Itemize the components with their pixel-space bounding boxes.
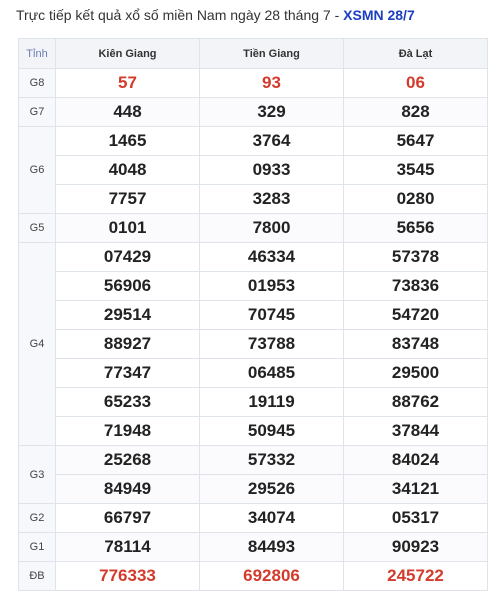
result-number: 88762 xyxy=(344,388,488,417)
result-number: 88927 xyxy=(56,330,200,359)
result-number: 57 xyxy=(56,69,200,98)
result-number: 7757 xyxy=(56,185,200,214)
header-province-da-lat[interactable]: Đà Lạt xyxy=(344,39,488,69)
table-row xyxy=(19,359,488,388)
page-title-text: Trực tiếp kết quả xổ số miền Nam ngày 28 tháng 7 - xyxy=(16,7,340,23)
result-number: 25268 xyxy=(56,446,200,475)
result-number: 828 xyxy=(344,98,488,127)
result-number: 77347 xyxy=(56,359,200,388)
result-number: 3545 xyxy=(344,156,488,185)
result-number: 34121 xyxy=(344,475,488,504)
result-number: 5656 xyxy=(344,214,488,243)
result-number: 01953 xyxy=(200,272,344,301)
result-number: 448 xyxy=(56,98,200,127)
table-row xyxy=(19,475,488,504)
result-number: 3283 xyxy=(200,185,344,214)
result-number: 07429 xyxy=(56,243,200,272)
result-number: 57332 xyxy=(200,446,344,475)
result-number: 93 xyxy=(200,69,344,98)
result-number: 0933 xyxy=(200,156,344,185)
prize-label: G5 xyxy=(19,214,56,243)
page-title xyxy=(16,7,415,23)
prize-label: G6 xyxy=(19,127,56,214)
lottery-results-table xyxy=(18,38,488,591)
result-number: 29526 xyxy=(200,475,344,504)
result-number: 776333 xyxy=(56,562,200,591)
table-row xyxy=(19,504,488,533)
result-number: 1465 xyxy=(56,127,200,156)
result-number: 0101 xyxy=(56,214,200,243)
result-number: 19119 xyxy=(200,388,344,417)
result-number: 84493 xyxy=(200,533,344,562)
table-row xyxy=(19,330,488,359)
result-number: 245722 xyxy=(344,562,488,591)
result-number: 0280 xyxy=(344,185,488,214)
result-number: 06485 xyxy=(200,359,344,388)
table-row xyxy=(19,272,488,301)
result-number: 65233 xyxy=(56,388,200,417)
result-number: 90923 xyxy=(344,533,488,562)
table-row xyxy=(19,243,488,272)
result-number: 73836 xyxy=(344,272,488,301)
result-number: 54720 xyxy=(344,301,488,330)
table-row xyxy=(19,301,488,330)
result-number: 5647 xyxy=(344,127,488,156)
prize-label: G7 xyxy=(19,98,56,127)
table-row xyxy=(19,69,488,98)
result-number: 692806 xyxy=(200,562,344,591)
prize-label: G4 xyxy=(19,243,56,446)
prize-label: G3 xyxy=(19,446,56,504)
result-number: 50945 xyxy=(200,417,344,446)
result-number: 34074 xyxy=(200,504,344,533)
result-number: 05317 xyxy=(344,504,488,533)
result-number: 06 xyxy=(344,69,488,98)
result-number: 84949 xyxy=(56,475,200,504)
result-number: 57378 xyxy=(344,243,488,272)
result-number: 37844 xyxy=(344,417,488,446)
xsmn-date-link[interactable]: XSMN 28/7 xyxy=(343,7,415,23)
result-number: 70745 xyxy=(200,301,344,330)
result-number: 71948 xyxy=(56,417,200,446)
table-row xyxy=(19,127,488,156)
result-number: 83748 xyxy=(344,330,488,359)
table-row xyxy=(19,388,488,417)
result-number: 29500 xyxy=(344,359,488,388)
table-row xyxy=(19,185,488,214)
result-number: 3764 xyxy=(200,127,344,156)
prize-label: G1 xyxy=(19,533,56,562)
result-number: 66797 xyxy=(56,504,200,533)
result-number: 84024 xyxy=(344,446,488,475)
result-number: 329 xyxy=(200,98,344,127)
prize-label: G2 xyxy=(19,504,56,533)
result-number: 46334 xyxy=(200,243,344,272)
result-number: 78114 xyxy=(56,533,200,562)
header-province-label: Tỉnh xyxy=(19,39,56,69)
table-row xyxy=(19,533,488,562)
table-row xyxy=(19,446,488,475)
prize-label: ĐB xyxy=(19,562,56,591)
header-province-kien-giang[interactable]: Kiên Giang xyxy=(56,39,200,69)
result-number: 4048 xyxy=(56,156,200,185)
table-row xyxy=(19,417,488,446)
table-row xyxy=(19,562,488,591)
result-number: 56906 xyxy=(56,272,200,301)
table-header-row xyxy=(19,39,488,69)
result-number: 7800 xyxy=(200,214,344,243)
table-row xyxy=(19,98,488,127)
result-number: 73788 xyxy=(200,330,344,359)
table-row xyxy=(19,214,488,243)
table-row xyxy=(19,156,488,185)
result-number: 29514 xyxy=(56,301,200,330)
results-body xyxy=(19,69,488,591)
prize-label: G8 xyxy=(19,69,56,98)
header-province-tien-giang[interactable]: Tiền Giang xyxy=(200,39,344,69)
